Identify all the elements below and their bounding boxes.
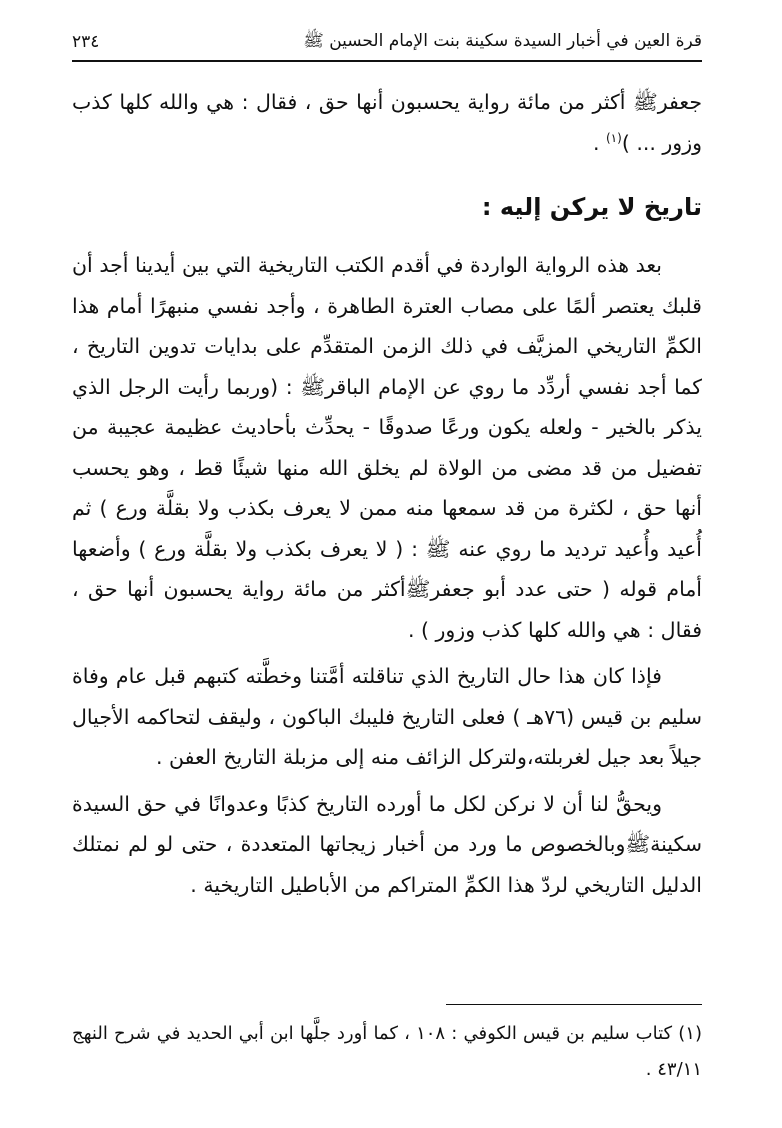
footnote-ref: (١) bbox=[605, 130, 622, 145]
continued-paragraph-text: جعفرﷺ أكثر من مائة رواية يحسبون أنها حق ، فقال : هي والله كلها كذب وزور ... ) bbox=[72, 90, 702, 155]
paragraph-2: فإذا كان هذا حال التاريخ الذي تناقلته أمَّتنا وخطَّته كتبهم قبل عام وفاة سليم بن قيس (٧٦هـ ) فعلى التاريخ فليبك الباكون ، وليقف لتحاكمه الأجيال جيلاً بعد جيل لغربلته،ولترکل الزائف منه إلى مزبلة التاريخ العفن . bbox=[72, 664, 702, 769]
main-text bbox=[72, 82, 702, 905]
running-title: قرة العين في أخبار السيدة سكينة بنت الإمام الحسين ﷺ bbox=[303, 30, 702, 51]
continued-paragraph bbox=[72, 82, 702, 163]
footnote-1: (١) كتاب سليم بن قيس الكوفي : ١٠٨ ، كما أورد جلَّها ابن أبي الحديد في شرح النهج ٤٣/١١ . bbox=[72, 1023, 702, 1080]
footnote-divider bbox=[446, 1004, 702, 1005]
paragraph-3: ويحقُّ لنا أن لا نركن لكل ما أورده التاريخ كذبًا وعدوانًا في حق السيدة سكينةﷺوبالخصوص ما ورد من أخبار زيجاتها المتعددة ، حتى لو لم نمتلك الدليل التاريخي لردّ هذا الكمِّ المتراكم من الأباطيل التاريخية . bbox=[72, 791, 702, 897]
footnotes bbox=[72, 1016, 702, 1088]
paragraph-1: بعد هذه الرواية الواردة في أقدم الكتب التاريخية التي بين أيدينا أجد أن قلبك يعتصر ألمًا على مصاب العترة الطاهرة ، وأجد نفسي منبهرًا أمام هذا الكمِّ التاريخي المزيَّف في ذلك الزمن المتقدِّم على بدايات تدوين التاريخ ، كما أجد نفسي أردِّد ما روي عن الإمام الباقرﷺ : (وربما رأيت الرجل الذي يذكر بالخير - ولعله يكون ورعًا صدوقًا - يحدِّث بأحاديث عظيمة عجيبة من تفضيل من قد مضى من الولاة لم يخلق الله منها شيئًا قط ، وهو يحسب أنها حق ، لكثرة من قد سمعها منه ممن لا يعرف بكذب ولا بقلَّة ورع ) ثم أُعيد وأُعيد ترديد ما روي عنه ﷺ : ( لا يعرف بكذب ولا بقلَّة ورع ) وأضعها أمام قوله ( حتى عدد أبو جعفرﷺأكثر من مائة رواية يحسبون أنها حق ، فقال : هي والله كلها كذب وزور ) . bbox=[72, 253, 702, 642]
section-heading: تاريخ لا يركن إليه : bbox=[481, 193, 702, 221]
page-number: ٢٣٤ bbox=[72, 32, 100, 52]
continued-paragraph-end: . bbox=[592, 130, 606, 155]
page-header bbox=[72, 24, 702, 62]
